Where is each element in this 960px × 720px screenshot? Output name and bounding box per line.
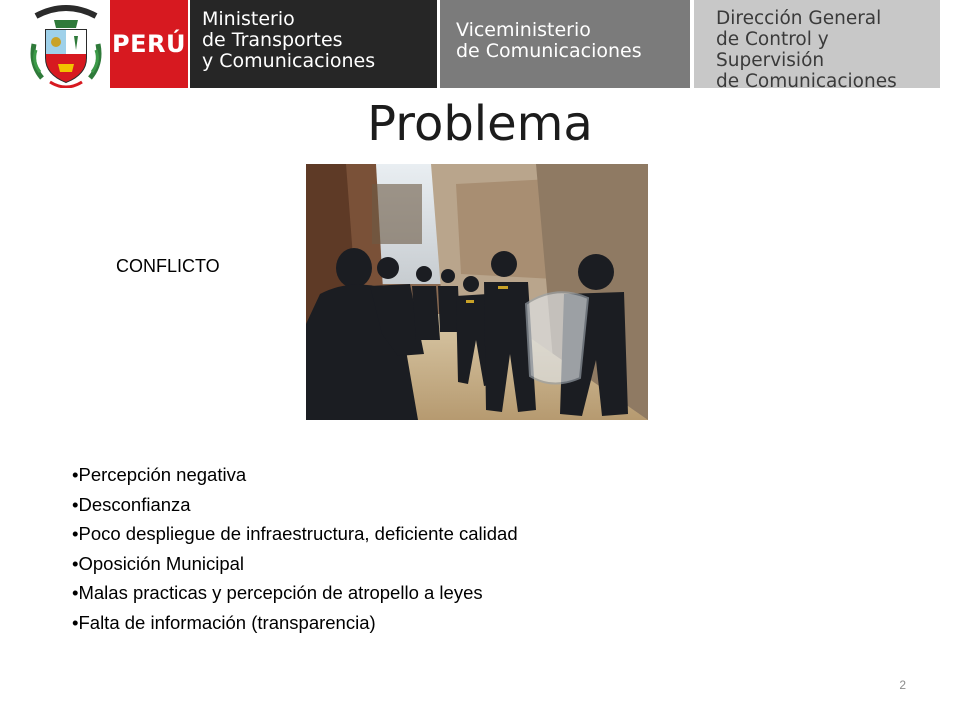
list-item-text: Oposición Municipal (78, 552, 245, 574)
header-bar (0, 0, 960, 90)
image-caption: CONFLICTO (116, 256, 220, 276)
bullet-marker: • (72, 611, 79, 633)
list-item (72, 519, 518, 549)
coat-of-arms-icon (28, 2, 104, 88)
slide-title: Problema (367, 96, 593, 152)
list-item-text: Percepción negativa (78, 464, 247, 485)
bullet-marker: • (72, 552, 79, 574)
list-item-text: Falta de información (transparencia) (78, 611, 376, 633)
list-item-text: Desconfianza (78, 493, 191, 515)
peru-label: PERÚ (112, 30, 186, 58)
peru-brand-block (110, 0, 188, 88)
list-item (72, 490, 518, 520)
vice-ministry-block (440, 0, 690, 88)
page-number: 2 (899, 678, 906, 692)
bullet-marker: • (72, 464, 79, 485)
vice-ministry-label: Viceministerio de Comunicaciones (456, 19, 642, 62)
bullet-marker: • (72, 523, 79, 544)
problem-bullet-list (72, 460, 518, 637)
directorate-label: Dirección General de Control y Supervisión de Comunicaciones (716, 8, 897, 92)
conflict-photo (306, 164, 648, 420)
list-item (72, 578, 518, 608)
list-item (72, 549, 518, 579)
list-item (72, 460, 518, 490)
list-item (72, 608, 518, 638)
list-item-text: Malas practicas y percepción de atropello a leyes (78, 582, 483, 603)
ministry-block (190, 0, 437, 88)
ministry-label: Ministerio de Transportes y Comunicaciones (202, 8, 376, 72)
bullet-marker: • (72, 582, 79, 603)
list-item-text: Poco despliegue de infraestructura, deficiente calidad (78, 523, 518, 544)
directorate-block (694, 0, 940, 92)
bullet-marker: • (72, 493, 79, 515)
